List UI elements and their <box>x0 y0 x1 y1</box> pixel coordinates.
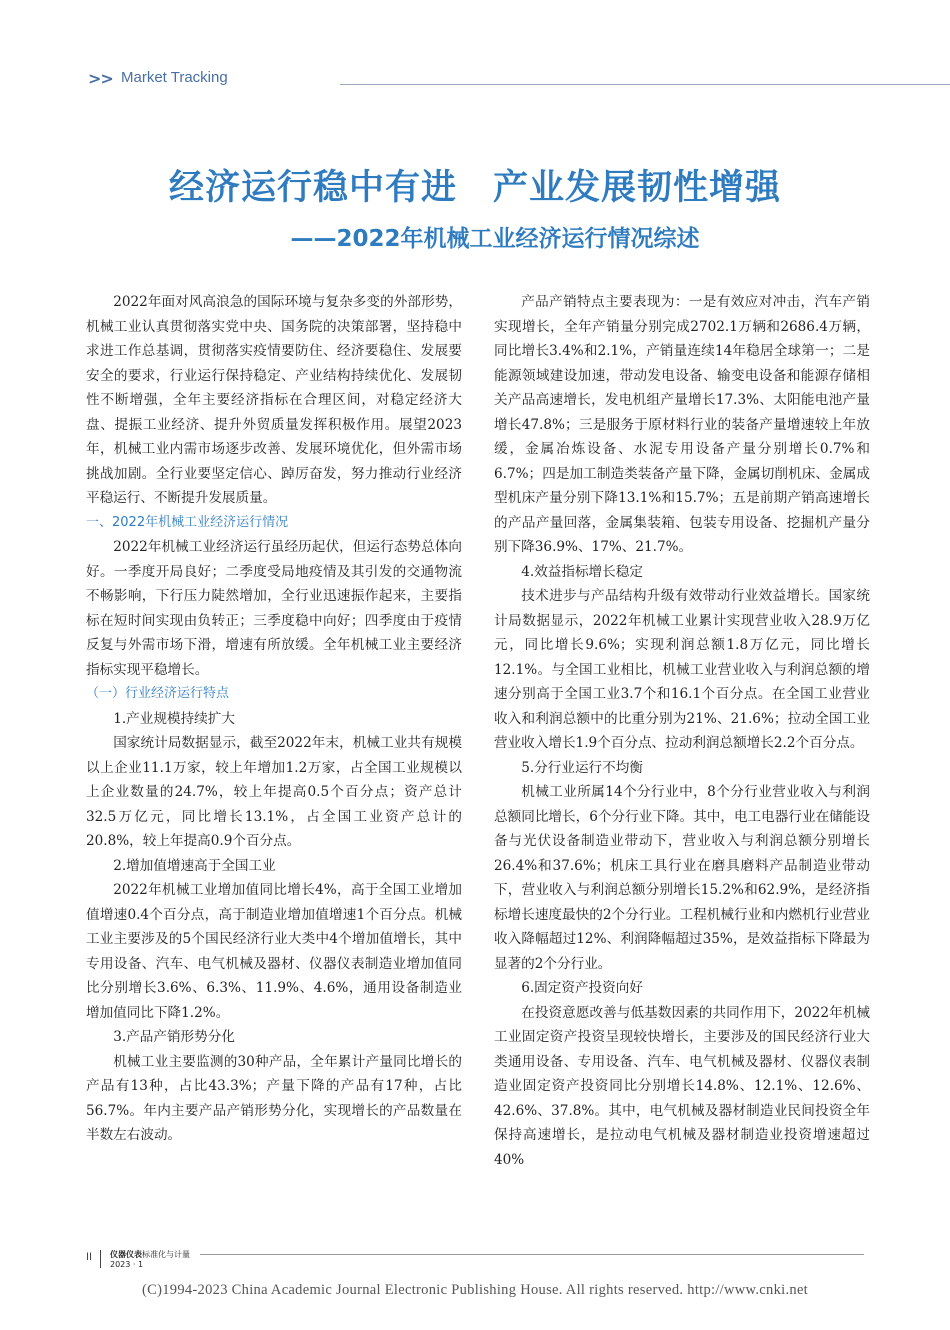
article-title: 经济运行稳中有进 产业发展韧性增强 <box>168 167 781 208</box>
body-paragraph: 机械工业所属14个分行业中，8个分行业营业收入与利润总额同比增长，6个分行业下降。其中，电工电器行业在储能设备与光伏设备制造业带动下，营业收入与利润总额分别增长26.4%和37.6%；机床工具行业在磨具磨料产品制造业带动下，营业收入与利润总额分别增长15.2%和62.9%，是经济指标增长速度最快的2个分行业。工程机械行业和内燃机行业营业收入降幅超过12%、利润降幅超过35%，是效益指标下降最为显著的2个分行业。 <box>494 784 870 972</box>
section-heading: 一、2022年机械工业经济运行情况 <box>86 514 289 530</box>
item-heading: 1.产业规模持续扩大 <box>113 710 235 727</box>
subsection-heading: （一）行业经济运行特点 <box>86 686 230 701</box>
body-paragraph: 2022年机械工业经济运行虽经历起伏，但运行态势总体向好。一季度开局良好；二季度受局地疫情及其引发的交通物流不畅影响，下行压力陡然增加，全行业迅速振作起来，主要指标在短时间实现由负转正；三季度稳中向好；四季度由于疫情反复与外需市场下滑，增速有所放缓。全年机械工业主要经济指标实现平稳增长。 <box>86 539 462 678</box>
body-paragraph: 机械工业主要监测的30种产品，全年累计产量同比增长的产品有13种，占比43.3%；产量下降的产品有17种，占比56.7%。年内主要产品产销形势分化，实现增长的产品数量在半数左右波动。 <box>86 1053 462 1143</box>
journal-name-bold: 仪器仪表 <box>110 1250 142 1259</box>
page-number: II <box>86 1251 93 1263</box>
body-paragraph: 产品产销特点主要表现为：一是有效应对冲击，汽车产销实现增长，全年产销量分别完成2702.1万辆和2686.4万辆，同比增长3.4%和2.1%，产销量连续14年稳居全球第一；二是能源领域建设加速，带动发电设备、输变电设备和能源存储相关产品高速增长，发电机组产量增长17.3%、太阳能电池产量增长47.8%；三是服务于原材料行业的装备产量增速较上年放缓，金属冶炼设备、水泥专用设备产量分别增长0.7%和6.7%；四是加工制造类装备产量下降，金属切削机床、金属成型机床产量分别下降13.1%和15.7%；五是前期产销高速增长的产品产量回落，金属集装箱、包装专用设备、挖掘机产量分别下降36.9%、17%、21.7%。 <box>494 294 870 555</box>
body-paragraph: 国家统计局数据显示，截至2022年末，机械工业共有规模以上企业11.1万家，较上年增加1.2万家，占全国工业规模以上企业数量的24.7%，较上年提高0.5个百分点；资产总计32.5万亿元，同比增长13.1%，占全国工业资产总计的20.8%，较上年提高0.9个百分点。 <box>86 735 462 849</box>
header-divider <box>340 84 950 85</box>
journal-brand <box>110 1250 190 1270</box>
journal-issue: 2023 · 1 <box>110 1260 144 1269</box>
item-heading: 4.效益指标增长稳定 <box>521 563 643 580</box>
footer-divider <box>100 1250 101 1268</box>
footer-rule <box>200 1254 864 1255</box>
body-paragraph: 在投资意愿改善与低基数因素的共同作用下，2022年机械工业固定资产投资呈现较快增长，主要涉及的国民经济行业大类通用设备、专用设备、汽车、电气机械及器材、仪器仪表制造业固定资产投资同比分别增长14.8%、12.1%、12.6%、42.6%、37.8%。其中，电气机械及器材制造业民间投资全年保持高速增长，是拉动电气机械及器材制造业投资增速超过40% <box>494 1004 870 1168</box>
right-column <box>494 290 870 1172</box>
body-paragraph: 2022年面对风高浪急的国际环境与复杂多变的外部形势，机械工业认真贯彻落实党中央、国务院的决策部署，坚持稳中求进工作总基调，贯彻落实疫情要防住、经济要稳住、发展要安全的要求，行业运行保持稳定、产业结构持续优化、发展韧性不断增强，全年主要经济指标在合理区间，对稳定经济大盘、提振工业经济、提升外贸质量发挥积极作用。展望2023年，机械工业内需市场逐步改善、发展环境优化，但外需市场挑战加剧。全行业要坚定信心、踔厉奋发，努力推动行业经济平稳运行、不断提升发展质量。 <box>86 294 462 506</box>
section-header <box>88 66 864 92</box>
journal-name: 标准化与计量 <box>142 1250 190 1259</box>
body-paragraph: 技术进步与产品结构升级有效带动行业效益增长。国家统计局数据显示，2022年机械工业累计实现营业收入28.9万亿元，同比增长9.6%；实现利润总额1.8万亿元，同比增长12.1%。与全国工业相比，机械工业营业收入与利润总额的增速分别高于全国工业3.7个和16.1个百分点。在全国工业营业收入和利润总额中的比重分别为21%、21.6%；拉动全国工业营业收入增长1.9个百分点、拉动利润总额增长2.2个百分点。 <box>494 588 870 751</box>
left-column <box>86 290 462 1148</box>
body-paragraph: 2022年机械工业增加值同比增长4%，高于全国工业增加值增速0.4个百分点，高于制造业增加值增速1个百分点。机械工业主要涉及的5个国民经济行业大类中4个增加值增长，其中专用设备、汽车、电气机械及器材、仪器仪表制造业增加值同比分别增长3.6%、6.3%、11.9%、4.6%，通用设备制造业增加值同比下降1.2%。 <box>86 882 462 1021</box>
copyright-notice: (C)1994-2023 China Academic Journal Electronic Publishing House. All rights reserved. http://www.cnki.net <box>141 1282 809 1298</box>
item-heading: 3.产品产销形势分化 <box>113 1029 235 1045</box>
item-heading: 6.固定资产投资向好 <box>521 980 643 996</box>
article-subtitle: ——2022年机械工业经济运行情况综述 <box>290 226 700 252</box>
double-chevron-icon: >> <box>88 69 113 88</box>
item-heading: 2.增加值增速高于全国工业 <box>113 857 276 874</box>
section-name: Market Tracking <box>121 69 228 86</box>
item-heading: 5.分行业运行不均衡 <box>521 759 643 776</box>
